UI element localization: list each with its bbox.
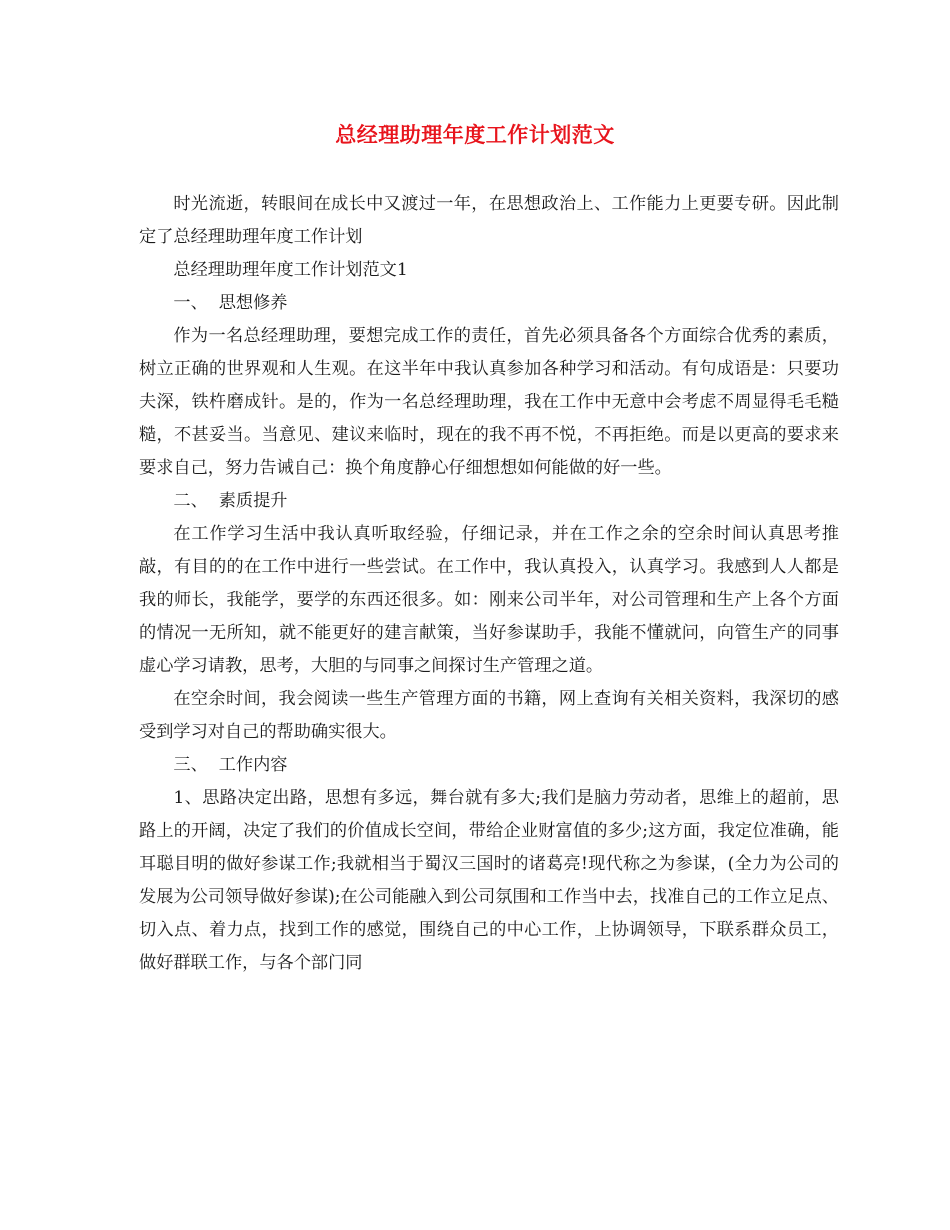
section-heading-plan-1: 总经理助理年度工作计划范文1: [173, 260, 408, 280]
paragraph-quality-1: 在工作学习生活中我认真听取经验，仔细记录，并在工作之余的空余时间认真思考推敲，有目的的在工作中进行一些尝试。在工作中，我认真投入，认真学习。我感到人人都是我的师长，我能学，要学的东西还很多。如：刚来公司半年，对公司管理和生产上各个方面的情况一无所知，就不能更好的建言献策，当好参谋助手，我能不懂就问，向管生产的同事虚心学习请教，思考，大胆的与同事之间探讨生产管理之道。: [139, 524, 839, 676]
paragraph-quality-2: 在空余时间，我会阅读一些生产管理方面的书籍，网上查询有关相关资料，我深切的感受到学习对自己的帮助确实很大。: [139, 689, 839, 742]
paragraph-work-content-1: 1、思路决定出路，思想有多远，舞台就有多大;我们是脑力劳动者，思维上的超前，思路上的开阔，决定了我们的价值成长空间，带给企业财富值的多少;这方面，我定位准确，能耳聪目明的做好参谋工作;我就相当于蜀汉三国时的诸葛亮!现代称之为参谋，(全力为公司的发展为公司领导做好参谋);在公司能融入到公司氛围和工作当中去，找准自己的工作立足点、切入点、着力点，找到工作的感觉，围绕自己的中心工作，上协调领导，下联系群众员工，做好群联工作，与各个部门同: [139, 788, 839, 973]
document-title: 总经理助理年度工作计划范文: [335, 122, 615, 147]
paragraph-intro: 时光流逝，转眼间在成长中又渡过一年，在思想政治上、工作能力上更要专研。因此制定了总经理助理年度工作计划: [139, 194, 839, 247]
section-heading-quality: 二、 素质提升: [173, 491, 288, 511]
section-heading-ideology: 一、 思想修养: [173, 293, 288, 313]
document-body: [139, 188, 839, 980]
paragraph-ideology: 作为一名总经理助理，要想完成工作的责任，首先必须具备各个方面综合优秀的素质，树立正确的世界观和人生观。在这半年中我认真参加各种学习和活动。有句成语是：只要功夫深，铁杵磨成针。是的，作为一名总经理助理，我在工作中无意中会考虑不周显得毛毛糙糙，不甚妥当。当意见、建议来临时，现在的我不再不悦，不再拒绝。而是以更高的要求来要求自己，努力告诫自己：换个角度静心仔细想想如何能做的好一些。: [139, 326, 839, 478]
section-heading-work-content: 三、 工作内容: [173, 755, 288, 775]
